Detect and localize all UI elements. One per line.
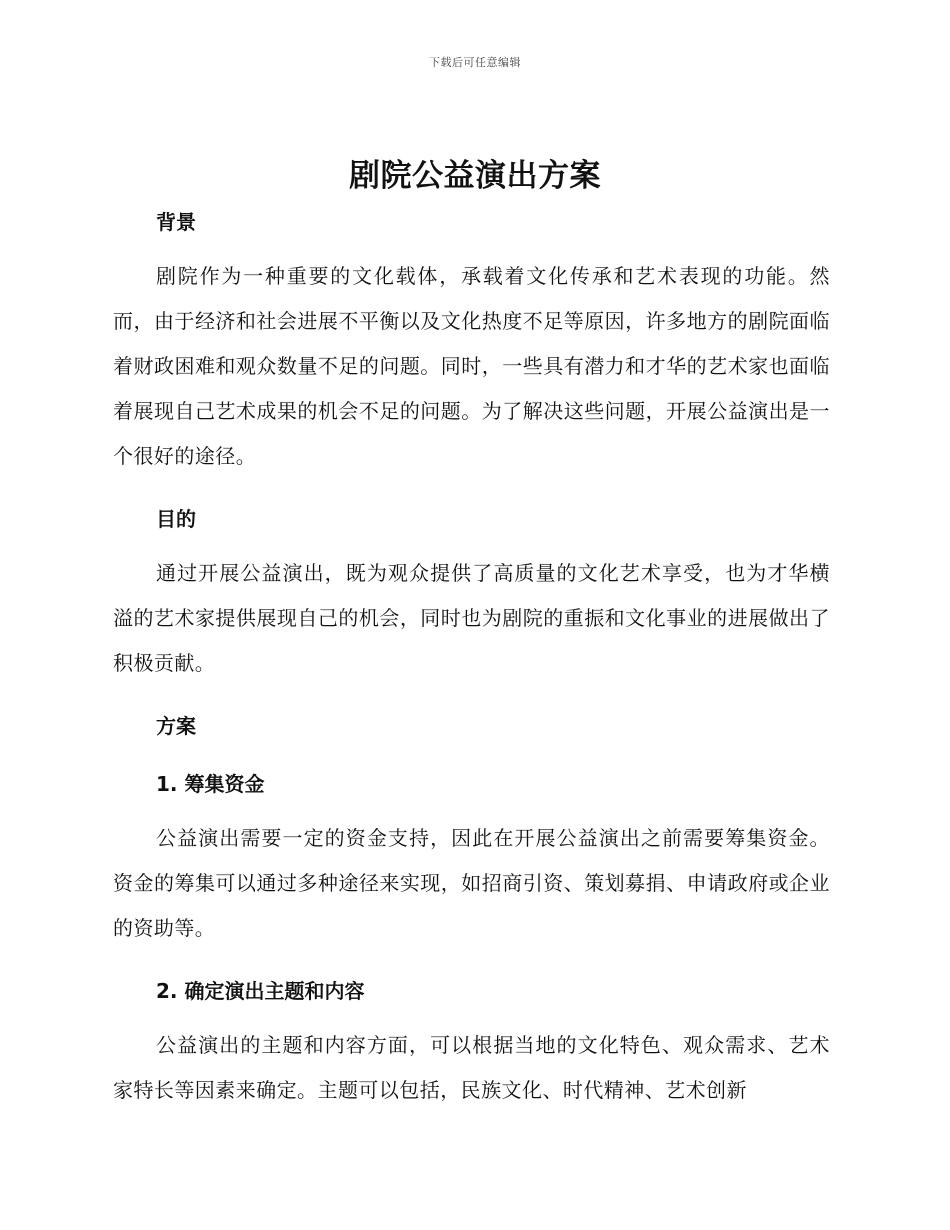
section-heading-background: 背景	[156, 210, 196, 234]
document-body	[113, 204, 830, 1113]
subsection-heading-theme: 2. 确定演出主题和内容	[156, 979, 365, 1003]
subsection-heading-funding: 1. 筹集资金	[156, 772, 265, 796]
section-text-background: 剧院作为一种重要的文化载体，承载着文化传承和艺术表现的功能。然而，由于经济和社会进展不平衡以及文化热度不足等原因，许多地方的剧院面临着财政困难和观众数量不足的问题。同时，一些具有潜力和才华的艺术家也面临着展现自己艺术成果的机会不足的问题。为了解决这些问题，开展公益演出是一个很好的途径。	[113, 264, 830, 468]
document-title: 剧院公益演出方案	[349, 158, 601, 194]
section-text-purpose: 通过开展公益演出，既为观众提供了高质量的文化艺术享受，也为才华横溢的艺术家提供展现自己的机会，同时也为剧院的重振和文化事业的进展做出了积极贡献。	[113, 561, 830, 675]
page-header-note: 下载后可任意编辑	[429, 56, 521, 69]
subsection-text-funding: 公益演出需要一定的资金支持，因此在开展公益演出之前需要筹集资金。资金的筹集可以通过多种途径来实现，如招商引资、策划募捐、申请政府或企业的资助等。	[113, 826, 830, 940]
section-heading-purpose: 目的	[156, 507, 196, 531]
subsection-text-theme: 公益演出的主题和内容方面，可以根据当地的文化特色、观众需求、艺术家特长等因素来确定。主题可以包括，民族文化、时代精神、艺术创新	[113, 1033, 830, 1102]
section-heading-plan: 方案	[156, 714, 196, 738]
